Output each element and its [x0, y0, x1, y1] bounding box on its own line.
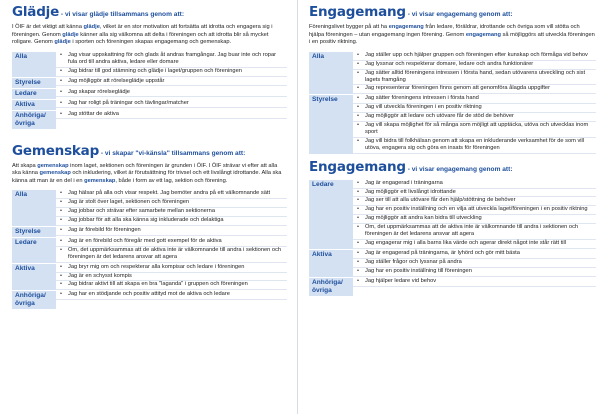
section-gemenskap	[12, 143, 287, 310]
behavior-item: • Jag skapar rörelseglädje	[56, 89, 287, 98]
behavior-item: • Jag är engagerad på träningarna, är lyhörd och gör mitt bästa	[353, 250, 596, 259]
behavior-item: • Jag vill bidra till folkhälsan genom att skapa en inkluderande verksamhet för de som vill utöva, engagera sig och göra en insats för föreningen	[353, 138, 596, 154]
role-label: Styrelse	[309, 95, 353, 153]
section-intro	[12, 163, 287, 186]
intro-keyword: glädje	[62, 31, 79, 38]
section-engagemang	[309, 4, 596, 154]
behavior-item: • Om, det uppmärksammas att de aktiva inte är välkomnande till andra i sektionen och föreningen är det ledarens ansvar att agera	[56, 247, 287, 263]
role-label: Alla	[12, 52, 56, 77]
role-label: Anhöriga/ övriga	[12, 291, 56, 309]
intro-text: Att skapa	[12, 162, 38, 169]
role-label: Styrelse	[12, 78, 56, 88]
right-page	[305, 0, 600, 414]
behavior-item: • Jag möjliggör ett livslångt idrottande	[353, 189, 596, 198]
behavior-item: • Jag har en stödjande och positiv attityd mot de aktiva och ledare	[56, 291, 287, 300]
behavior-item: • Jag bryr mig om och respekterar alla kompisar och ledare i föreningen	[56, 264, 287, 273]
role-row	[309, 277, 596, 296]
behavior-item: • Jag vill utveckla föreningen i en positiv riktning	[353, 104, 596, 113]
section-heading: Gemenskap	[12, 142, 100, 159]
behavior-item: • Jag har roligt på träningar och tävlingar/matcher	[56, 100, 287, 109]
behavior-list	[353, 250, 596, 277]
role-row	[12, 51, 287, 77]
section-subtitle: - vi visar glädje tillsammans genom att:	[59, 11, 185, 18]
behavior-item: • Jag hjälper ledare vid behov	[353, 278, 596, 287]
role-row	[12, 88, 287, 99]
role-label: Aktiva	[309, 250, 353, 277]
section-gladje	[12, 4, 287, 129]
behavior-item: • Jag är en schysst kompis	[56, 273, 287, 282]
behavior-item: • Jag vill skapa möjlighet för så många som möjligt att upptäcka, utöva och utvecklas inom sport	[353, 122, 596, 138]
role-row	[12, 290, 287, 309]
left-page	[0, 0, 291, 414]
intro-text: från ledare, föräldrar, idrottande och övriga som vill stötta och hjälpa föreningen – utan engagemang ingen förening. Genom	[309, 24, 580, 38]
behavior-item: • Jag är förebild för föreningen	[56, 227, 287, 236]
behavior-list	[353, 180, 596, 249]
behavior-list	[353, 95, 596, 153]
behavior-item: • Jag är en förebild och föregår med gott exempel för de aktiva	[56, 238, 287, 247]
behavior-item: • Jag jobbar för att alla ska känna sig inkluderade och delaktiga	[56, 217, 287, 226]
behavior-item: • Jag är engagerad i träningarna	[353, 180, 596, 189]
behavior-item: • Jag bidrar till god stämning och glädje i laget/gruppen och föreningen	[56, 68, 287, 77]
behavior-list	[56, 264, 287, 291]
section-heading: Engagemang	[309, 4, 406, 20]
role-label: Anhöriga/ övriga	[12, 111, 56, 129]
behavior-list	[56, 238, 287, 263]
intro-text: så möjliggörs att utveckla föreningen i en positiv riktning.	[309, 31, 595, 46]
intro-text: och inkludering, vilket är förutsättning för trivsel och ett livslångt idrottande. Alla ska känna att man är en del i en	[12, 170, 282, 184]
section-title	[12, 4, 287, 20]
behavior-item: • Jag bidrar aktivt till att skapa en bra "laganda" i gruppen och föreningen	[56, 281, 287, 290]
behavior-item: • Jag möjliggör att andra kan bidra till utveckling	[353, 215, 596, 224]
intro-keyword: glädje	[83, 24, 100, 30]
role-row	[309, 179, 596, 249]
behavior-item: • Jag har en positiv inställning till föreningen	[353, 268, 596, 277]
intro-text: Föreningslivet bygger på att ha	[309, 24, 389, 30]
role-table	[12, 51, 287, 129]
role-label: Alla	[309, 52, 353, 95]
section-heading: Engagemang	[309, 158, 406, 175]
behavior-item: • Jag stöttar de aktiva	[56, 111, 287, 120]
role-label: Ledare	[309, 180, 353, 249]
role-label: Alla	[12, 190, 56, 226]
role-row	[12, 189, 287, 226]
section-title	[309, 159, 596, 175]
page-divider	[297, 0, 298, 414]
role-table	[12, 189, 287, 309]
role-row	[309, 51, 596, 95]
behavior-list	[56, 291, 287, 309]
section-title	[12, 143, 287, 159]
section-intro	[12, 24, 287, 47]
role-label: Aktiva	[12, 100, 56, 110]
role-label: Anhöriga/ övriga	[309, 278, 353, 296]
role-label: Aktiva	[12, 264, 56, 291]
behavior-item: • Jag visar uppskattning för och glads åt andras framgångar. Jag buar inte och ropar fula ord till andra aktiva, ledare eller domare	[56, 52, 287, 68]
behavior-item: • Om, det uppmärksammas att de aktiva inte är välkomnande till andra i sektionen och föreningen är det ledarens ansvar att agera	[353, 224, 596, 240]
section-heading: Glädje	[12, 4, 60, 20]
role-row	[12, 237, 287, 263]
section-engagemang-continued	[309, 159, 596, 296]
behavior-list	[56, 78, 287, 88]
section-title	[309, 4, 596, 20]
intro-keyword: gemenskap	[39, 170, 71, 177]
behavior-list	[56, 190, 287, 226]
intro-text: I ÖIF är det viktigt att känna	[12, 24, 84, 30]
intro-text: i sporten och föreningen skapas engagemang och gemenskap.	[70, 39, 232, 46]
role-row	[309, 94, 596, 153]
intro-text: känner alla sig välkomna att delta i föreningen och att idrotta blir så mycket roligare. Genom	[12, 31, 269, 46]
behavior-item: • Jag lyssnar och respekterar domare, ledare och andra funktionärer	[353, 61, 596, 70]
behavior-list	[56, 227, 287, 237]
section-intro	[309, 24, 596, 47]
section-subtitle: - vi visar engagemang genom att:	[405, 165, 513, 173]
role-label: Styrelse	[12, 227, 56, 237]
behavior-list	[56, 111, 287, 129]
intro-keyword: engagemang	[465, 31, 501, 38]
section-subtitle: - vi skapar "vi-känsla" tillsammans genom att:	[99, 149, 246, 157]
behavior-item: • Jag är stolt över laget, sektionen och föreningen	[56, 199, 287, 208]
behavior-item: • Jag ser till att alla utövare får den hjälp/stöttning de behöver	[353, 197, 596, 206]
role-label: Ledare	[12, 238, 56, 263]
role-row	[12, 77, 287, 88]
intro-text: inom laget, sektionen och föreningen är grunden i ÖIF. I ÖIF strävar vi efter att alla ska känna	[12, 162, 278, 177]
behavior-item: • Jag möjliggör att ledare och utövare får de stöd de behöver	[353, 113, 596, 122]
behavior-item: • Jag engagerar mig i alla barns lika värde och agerar direkt något inte står rätt till	[353, 240, 596, 249]
role-label: Ledare	[12, 89, 56, 99]
role-row	[12, 99, 287, 110]
behavior-item: • Jag ställer frågor och lyssnar på andra	[353, 259, 596, 268]
role-table	[309, 51, 596, 154]
behavior-list	[56, 100, 287, 110]
behavior-item: • Jag har en positiv inställning och en vilja att utveckla laget/föreningen i en positiv riktning	[353, 206, 596, 215]
behavior-list	[353, 278, 596, 296]
intro-keyword: glädje	[54, 39, 71, 46]
section-subtitle: - vi visar engagemang genom att:	[405, 11, 513, 18]
behavior-item: • Jag representerar föreningen finns genom att genomföra ålagda uppgifter	[353, 85, 596, 94]
behavior-list	[353, 52, 596, 95]
behavior-item: • Jag hälsar på alla och visar respekt. Jag bemöter andra på ett välkomnande sätt	[56, 190, 287, 199]
role-row	[12, 263, 287, 291]
behavior-item: • Jag ställer upp och hjälper gruppen och föreningen efter kunskap och förmåga vid behov	[353, 52, 596, 61]
role-row	[12, 226, 287, 237]
behavior-list	[56, 89, 287, 99]
behavior-item: • Jag sätter alltid föreningens intressen i första hand, sedan utövarens utveckling och sist lagets framgång	[353, 70, 596, 86]
intro-keyword: engagemang	[388, 24, 424, 30]
role-table	[309, 179, 596, 296]
role-row	[309, 249, 596, 277]
intro-keyword: gemenskap	[37, 162, 69, 169]
role-row	[12, 110, 287, 129]
behavior-item: • Jag sätter föreningens intressen i första hand	[353, 95, 596, 104]
behavior-list	[56, 52, 287, 77]
behavior-item: • Jag jobbar och strävar efter samarbete mellan sektionerna	[56, 208, 287, 217]
behavior-item: • Jag möjliggör att rörelseglädje uppstår	[56, 78, 287, 87]
intro-text: , både i form av ett lag, sektion och förening.	[115, 177, 228, 184]
intro-text: , vilket är en stor motivation att fortsätta att idrotta och engagera sig i föreningen. Genom	[12, 24, 273, 38]
intro-keyword: gemenskap	[84, 177, 116, 184]
